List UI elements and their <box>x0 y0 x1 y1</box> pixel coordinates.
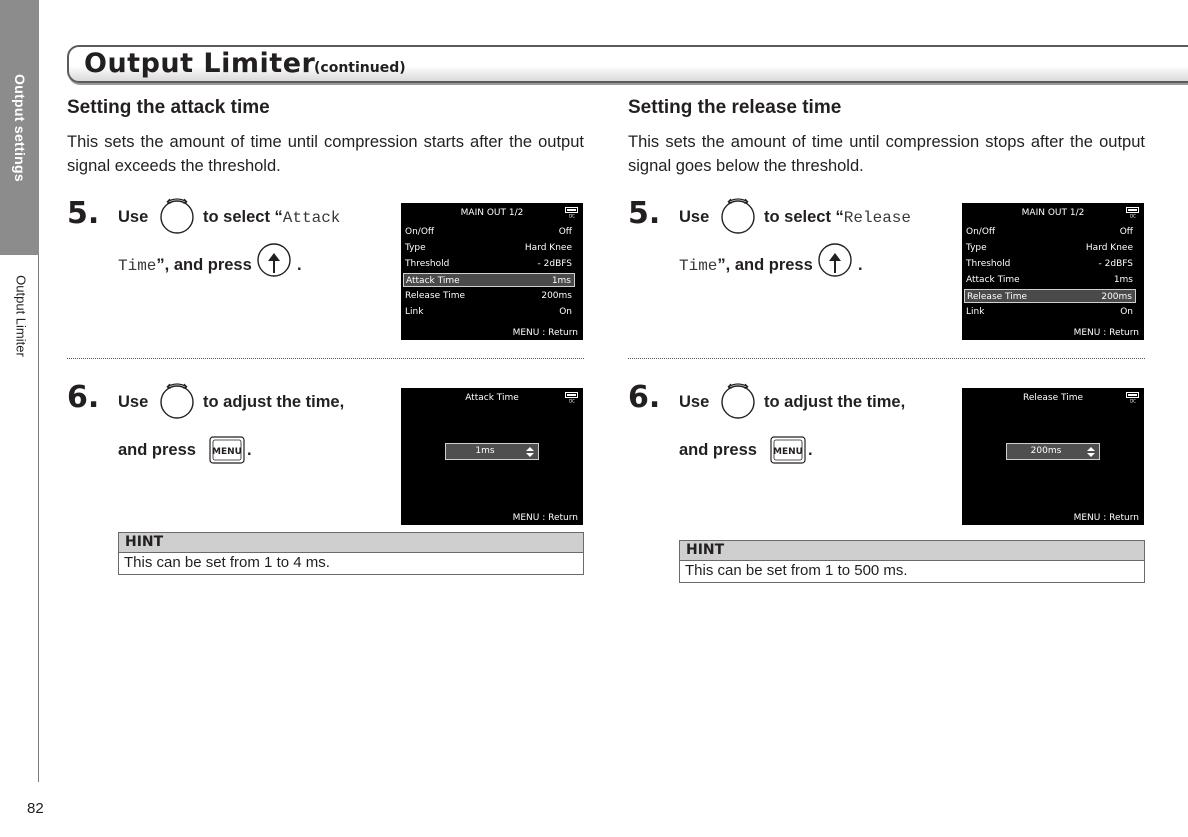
rotary-dial-icon <box>158 196 196 234</box>
lcd-title: MAIN OUT 1/2 <box>1021 208 1085 218</box>
page-number: 82 <box>27 800 44 817</box>
step-number: 6. <box>67 380 100 415</box>
lcd-row-value: Off <box>558 227 572 237</box>
svg-text:DC: DC <box>569 213 575 218</box>
hint-text: This can be set from 1 to 500 ms. <box>685 562 908 579</box>
spinner-arrows-icon <box>1086 446 1096 458</box>
step-use-label: Use <box>679 208 710 226</box>
menu-item-name-cont: Time <box>118 257 157 275</box>
hint-box <box>679 540 1145 583</box>
lcd-row-threshold[interactable] <box>964 257 1136 271</box>
lcd-spinner-value: 200ms <box>1030 446 1062 456</box>
battery-icon <box>565 207 579 218</box>
lcd-row-type[interactable] <box>964 241 1136 255</box>
lcd-row-value: 1ms <box>1113 275 1133 285</box>
dial-press-icon <box>816 241 854 279</box>
lcd-row-label: Link <box>405 307 424 317</box>
menu-item-name: Release <box>843 209 911 227</box>
lcd-row-link[interactable] <box>403 305 575 319</box>
step-period: . <box>297 256 302 274</box>
rotary-dial-icon <box>719 381 757 419</box>
lcd-title: Attack Time <box>465 393 519 403</box>
lcd-row-link[interactable] <box>964 305 1136 319</box>
and-press-label: ”, and press <box>156 256 252 274</box>
lcd-menu-screen <box>962 203 1144 340</box>
lcd-row-label: Type <box>405 243 426 253</box>
hint-box <box>118 532 584 575</box>
lcd-footer: MENU : Return <box>1073 513 1139 523</box>
lcd-row-label: Attack Time <box>406 276 460 286</box>
hint-label: HINT <box>119 533 583 553</box>
section-description: This sets the amount of time until compression starts after the output signal exceeds the threshold. <box>67 133 584 175</box>
lcd-footer: MENU : Return <box>1073 328 1139 338</box>
lcd-row-label: Attack Time <box>966 275 1020 285</box>
section-heading: Setting the attack time <box>67 97 270 118</box>
svg-text:DC: DC <box>569 398 575 403</box>
step-adjust-text: to adjust the time, <box>764 393 906 411</box>
section-description: This sets the amount of time until compression stops after the output signal goes below the threshold. <box>628 133 1145 175</box>
page-header <box>67 45 1188 83</box>
lcd-row-label: Link <box>966 307 985 317</box>
lcd-row-value: On <box>1120 307 1133 317</box>
lcd-row-value: 1ms <box>551 276 571 286</box>
svg-text:DC: DC <box>1130 398 1136 403</box>
rotary-dial-icon <box>158 381 196 419</box>
svg-text:MENU: MENU <box>773 447 803 457</box>
lcd-value-screen <box>401 388 583 525</box>
step-divider <box>628 358 1145 359</box>
lcd-row-label: On/Off <box>966 227 996 237</box>
svg-text:DC: DC <box>1130 213 1136 218</box>
menu-item-name-cont: Time <box>679 257 718 275</box>
lcd-row-value: Hard Knee <box>524 243 572 253</box>
lcd-row-label: Release Time <box>405 291 466 301</box>
battery-icon <box>1126 207 1140 218</box>
step-select-text <box>203 208 340 227</box>
lcd-row-label: Type <box>966 243 987 253</box>
step-period: . <box>858 256 863 274</box>
lcd-row-label: Threshold <box>966 259 1011 269</box>
step-divider <box>67 358 584 359</box>
svg-text:MENU: MENU <box>212 447 242 457</box>
step-adjust-text: to adjust the time, <box>203 393 345 411</box>
lcd-value-spinner[interactable] <box>445 443 539 460</box>
lcd-row-value: - 2dBFS <box>537 259 572 269</box>
step-select-text-cont <box>118 256 252 275</box>
menu-button-icon <box>770 436 806 464</box>
step-number: 5. <box>628 196 661 231</box>
lcd-row-release-time[interactable] <box>403 289 575 303</box>
lcd-row-label: Threshold <box>405 259 450 269</box>
spinner-arrows-icon <box>525 446 535 458</box>
select-prefix: to select “ <box>203 208 283 226</box>
side-tab-output-limiter-label: Output Limiter <box>13 275 29 357</box>
lcd-row-value: 200ms <box>541 291 572 301</box>
step-select-text <box>764 208 911 227</box>
select-prefix: to select “ <box>764 208 844 226</box>
attack-time-section <box>67 97 584 597</box>
lcd-row-threshold[interactable] <box>403 257 575 271</box>
page-subtitle: (continued) <box>314 60 406 76</box>
lcd-row-onoff[interactable] <box>403 225 575 239</box>
lcd-title: Release Time <box>1022 393 1084 403</box>
side-tab-output-settings[interactable] <box>0 0 39 255</box>
lcd-menu-screen <box>401 203 583 340</box>
lcd-row-onoff[interactable] <box>964 225 1136 239</box>
lcd-row-value: Off <box>1119 227 1133 237</box>
step-number: 6. <box>628 380 661 415</box>
lcd-row-release-time[interactable] <box>964 289 1136 303</box>
lcd-row-value: - 2dBFS <box>1098 259 1133 269</box>
lcd-spinner-value: 1ms <box>475 446 495 456</box>
and-press-label: and press <box>118 441 196 459</box>
side-tab-strip <box>0 0 39 782</box>
page-title: Output Limiter <box>84 48 316 79</box>
lcd-row-value: On <box>559 307 572 317</box>
lcd-row-type[interactable] <box>403 241 575 255</box>
release-time-section <box>628 97 1145 597</box>
step-number: 5. <box>67 196 100 231</box>
rotary-dial-icon <box>719 196 757 234</box>
lcd-row-value: Hard Knee <box>1085 243 1133 253</box>
hint-label: HINT <box>680 541 1144 561</box>
lcd-footer: MENU : Return <box>512 328 578 338</box>
menu-item-name: Attack <box>282 209 341 227</box>
section-heading: Setting the release time <box>628 97 842 118</box>
lcd-row-label: Release Time <box>967 292 1028 302</box>
battery-icon <box>565 392 579 403</box>
and-press-label: ”, and press <box>717 256 813 274</box>
hint-text: This can be set from 1 to 4 ms. <box>124 554 330 571</box>
lcd-row-label: On/Off <box>405 227 435 237</box>
menu-button-icon <box>209 436 245 464</box>
battery-icon <box>1126 392 1140 403</box>
side-tab-output-settings-label: Output settings <box>11 74 28 182</box>
step-use-label: Use <box>118 208 149 226</box>
lcd-footer: MENU : Return <box>512 513 578 523</box>
step-period: . <box>808 441 813 459</box>
step-use-label: Use <box>118 393 149 411</box>
lcd-value-screen <box>962 388 1144 525</box>
step-period: . <box>247 441 252 459</box>
dial-press-icon <box>255 241 293 279</box>
step-select-text-cont <box>679 256 813 275</box>
lcd-row-attack-time[interactable] <box>964 273 1136 287</box>
lcd-row-attack-time[interactable] <box>403 273 575 287</box>
step-use-label: Use <box>679 393 710 411</box>
lcd-row-value: 200ms <box>1101 292 1132 302</box>
lcd-value-spinner[interactable] <box>1006 443 1100 460</box>
and-press-label: and press <box>679 441 757 459</box>
lcd-title: MAIN OUT 1/2 <box>460 208 524 218</box>
